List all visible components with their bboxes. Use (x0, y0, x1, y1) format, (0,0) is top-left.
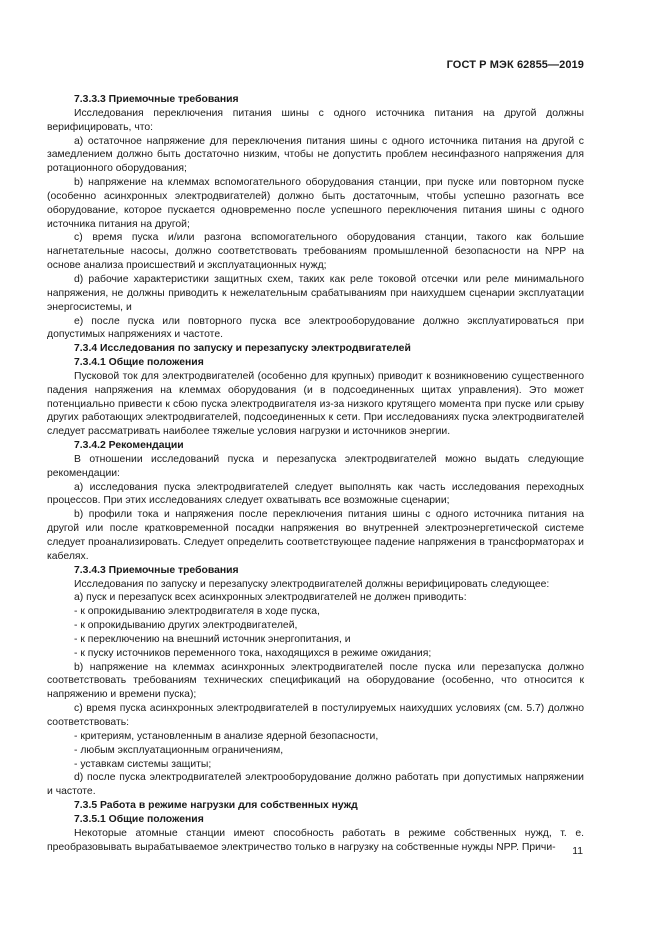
list-item: - любым эксплуатационным ограничениям, (74, 744, 284, 756)
list-item: - к пуску источников переменного тока, находящихся в режиме ожидания; (74, 647, 432, 659)
section-heading: 7.3.4 Исследования по запуску и перезапуску электродвигателей (74, 343, 411, 355)
paragraph: b) напряжение на клеммах асинхронных электродвигателей после пуска или перезапуска должно соответствовать требованиям технических спецификаций на оборудование (особенно, что относится к напряжению и времени пуска); (47, 661, 584, 701)
paragraph: b) профили тока и напряжения после переключения питания шины с одного источника питания на другой или после кратковременной посадки напряжения во внутренней электроэнергетической системе следует проанализировать. Следует определить соответствующее падение напряжения в трансформаторах и кабелях. (47, 509, 584, 562)
paragraph: а) пуск и перезапуск всех асинхронных электродвигателей не должен приводить: (74, 592, 467, 604)
section-heading: 7.3.4.1 Общие положения (74, 357, 204, 369)
paragraph: Исследования по запуску и перезапуску электродвигателей должны верифицировать следующее: (74, 578, 550, 590)
paragraph: e) после пуска или повторного пуска все электрооборудование должно эксплуатироваться при допустимых напряжениях и частоте. (47, 315, 584, 341)
list-item: - к переключению на внешний источник энергопитания, и (74, 633, 351, 645)
paragraph: Исследования переключения питания шины с одного источника питания на другой должны верифицировать, что: (47, 107, 584, 133)
document-id-header: ГОСТ Р МЭК 62855—2019 (446, 59, 584, 71)
paragraph: c) время пуска асинхронных электродвигателей в постулируемых наихудших условиях (см. 5.7) должно соответствовать: (47, 703, 584, 728)
paragraph: Некоторые атомные станции имеют способность работать в режиме собственных нужд, т. е. преобразовывать вырабатываемое электричество только в нагрузку на собственные нужды NPP. Причи- (47, 827, 584, 853)
paragraph: Пусковой ток для электродвигателей (особенно для крупных) приводит к возникновению существенного падения напряжения на клеммах оборудования (и в подсоединенных щитах управления). Это может потенциально привести к сбою пуска электродвигателя из-за низкого крутящего момента при пуске или срыву других работающих электродвигателей, подсоединенных к сети. При исследованиях пуска электродвигателей следует рассматривать наиболее тяжелые условия нагрузки и источников энергии. (47, 370, 584, 438)
paragraph: d) рабочие характеристики защитных схем, таких как реле токовой отсечки или реле минимального напряжения, не должны приводить к нежелательным срабатываниям при наихудшем сценарии эксплуатации энергосистемы, и (47, 273, 584, 313)
list-item: - к опрокидыванию электродвигателя в ходе пуска, (74, 606, 320, 618)
section-heading: 7.3.3.3 Приемочные требования (74, 94, 239, 105)
list-item: - критериям, установленным в анализе ядерной безопасности, (74, 730, 379, 742)
paragraph: c) время пуска и/или разгона вспомогательного оборудования станции, такого как большие нагнетательные насосы, должно соответствовать требованиям промышленной безопасности на NPP на основе анализа происшествий и эксплуатационных нужд; (47, 232, 584, 272)
paragraph: а) исследования пуска электродвигателей следует выполнять как часть исследования переходных процессов. При этих исследованиях следует охватывать все возможные сценарии; (47, 481, 584, 507)
page-number: 11 (572, 846, 583, 857)
section-heading: 7.3.4.2 Рекомендации (74, 440, 184, 452)
paragraph: d) после пуска электродвигателей электрооборудование должно работать при допустимых напряжении и частоте. (47, 772, 584, 798)
paragraph: В отношении исследований пуска и перезапуска электродвигателей можно выдать следующие рекомендации: (47, 453, 584, 479)
section-heading: 7.3.4.3 Приемочные требования (74, 564, 239, 576)
section-heading: 7.3.5.1 Общие положения (74, 813, 204, 825)
section-heading: 7.3.5 Работа в режиме нагрузки для собственных нужд (74, 800, 358, 812)
list-item: - уставкам системы защиты; (74, 758, 212, 770)
list-item: - к опрокидыванию других электродвигателей, (74, 620, 298, 632)
document-body (47, 93, 584, 854)
paragraph: b) напряжение на клеммах вспомогательного оборудования станции, при пуске или повторном пуске (особенно асинхронных электродвигателей) должно быть достаточным, чтобы успешно разогнать все оборудование, которое пускается одновременно после успешного переключения питания шины с одного источника питания на другой; (47, 177, 584, 230)
paragraph: а) остаточное напряжение для переключения питания шины с одного источника питания на другой с замедлением должно быть достаточно низким, чтобы не допустить проблем несинфазного напряжения для ротационного оборудования; (47, 135, 584, 175)
